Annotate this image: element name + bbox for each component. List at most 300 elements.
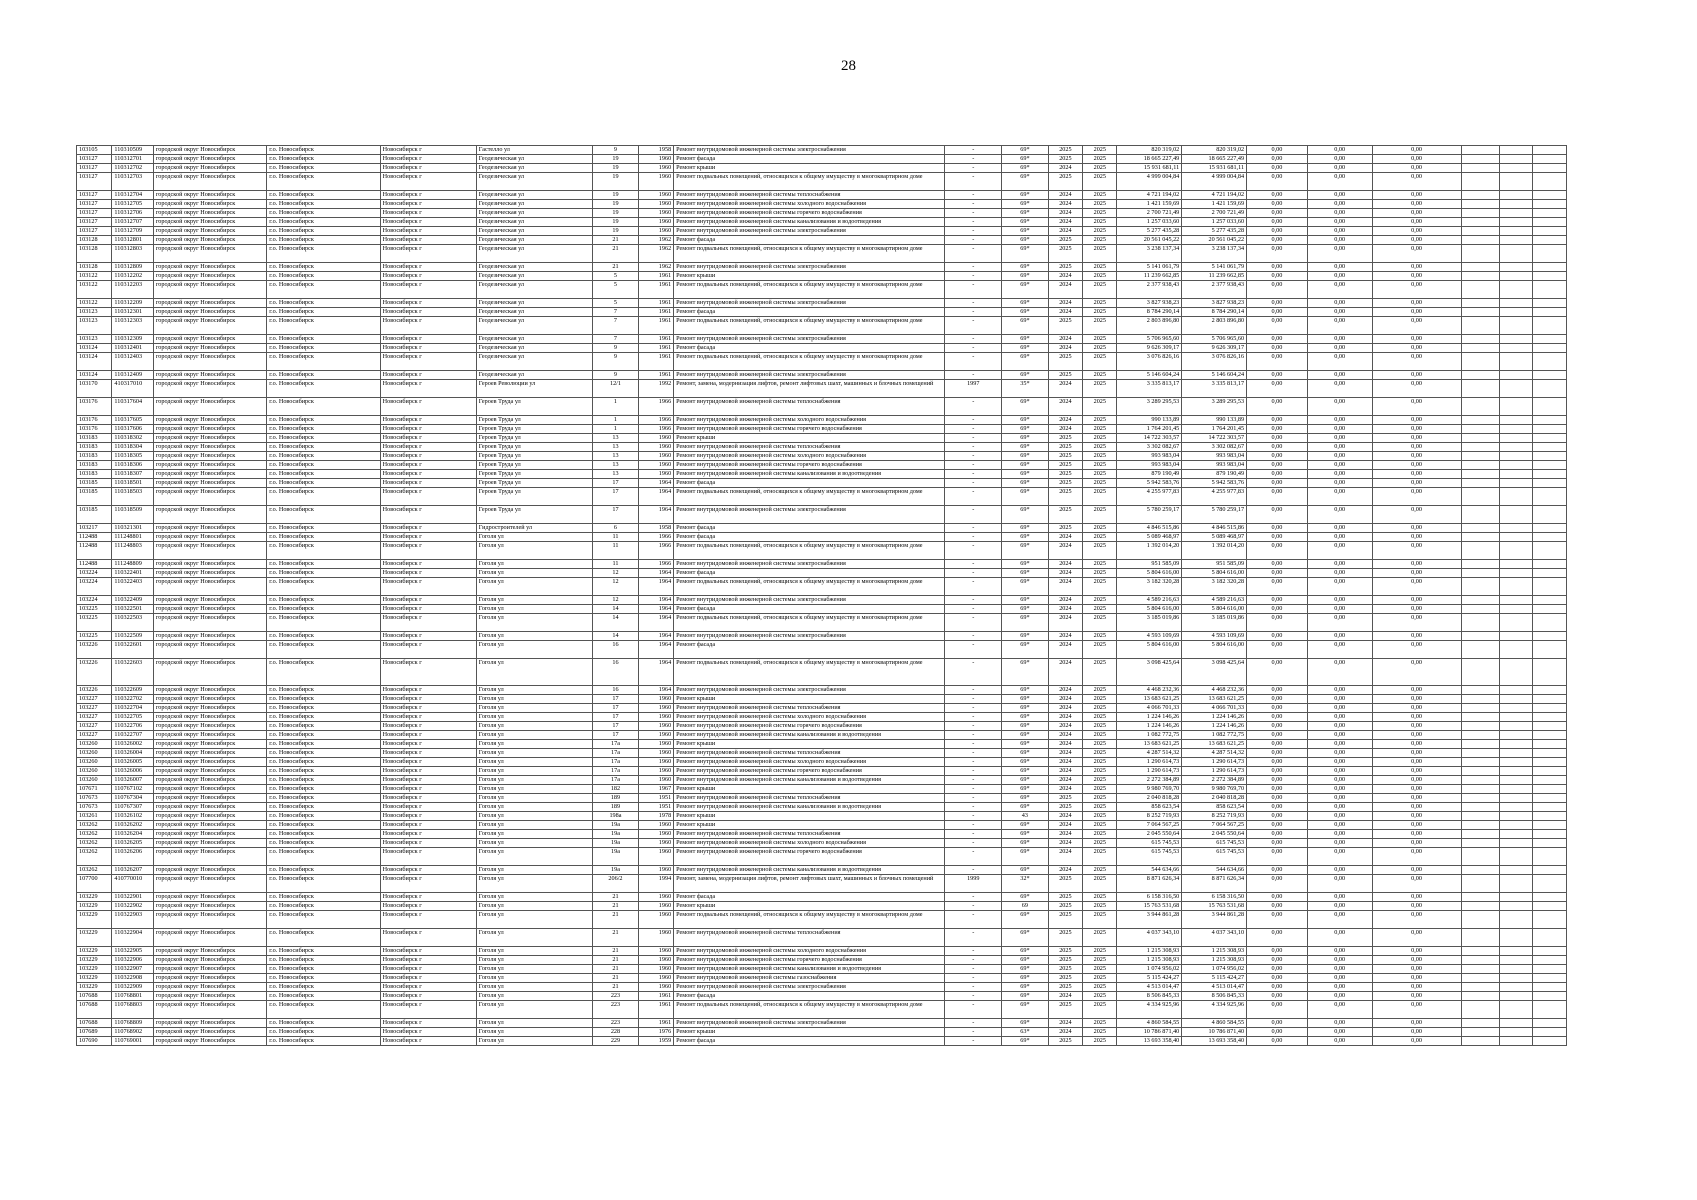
cell-id: 107688 [77,1001,112,1019]
cell-house: 19 [593,209,639,218]
table-row [77,596,1567,605]
cell-id: 103183 [77,461,112,470]
cell-house: 19 [593,155,639,164]
cell-house: 14 [593,605,639,614]
cell-complete_year: 2025 [1083,866,1117,875]
cell-cost_4: 0,00 [1372,416,1461,425]
cell-work: Ремонт крыши [674,164,945,173]
cell-street: Гоголя ул [476,533,592,542]
cell-code: 110326207 [112,866,154,875]
cell-e3 [1533,524,1567,533]
cell-e2 [1500,200,1533,209]
table-row [77,1037,1567,1046]
cell-e2 [1500,902,1533,911]
cell-municipality: городской округ Новосибирск [153,218,266,227]
cell-year_resettled: - [945,947,1002,956]
cell-e3 [1533,983,1567,992]
table-row [77,740,1567,749]
cell-year: 1960 [638,470,673,479]
cell-e3 [1533,335,1567,344]
cell-work: Ремонт фасада [674,605,945,614]
cell-cost_4: 0,00 [1372,866,1461,875]
cell-e2 [1500,893,1533,902]
cell-year: 1961 [638,335,673,344]
cell-year: 1960 [638,164,673,173]
cell-year: 1960 [638,740,673,749]
cell-e2 [1500,245,1533,263]
table-row [77,488,1567,506]
cell-cost_4: 0,00 [1372,704,1461,713]
cell-work: Ремонт крыши [674,434,945,443]
cell-city: Новосибирск г [380,416,476,425]
cell-gosub: г.о. Новосибирск [267,974,380,983]
cell-code: 110326102 [112,812,154,821]
cell-house: 17 [593,479,639,488]
cell-wear: 69* [1002,452,1049,461]
cell-municipality: городской округ Новосибирск [153,947,266,956]
cell-plan_year: 2024 [1048,569,1082,578]
cell-code: 110768809 [112,1019,154,1028]
cell-city: Новосибирск г [380,479,476,488]
cell-complete_year: 2025 [1083,983,1117,992]
cell-year_resettled: - [945,821,1002,830]
cell-house: 21 [593,263,639,272]
table-row [77,821,1567,830]
cell-house: 9 [593,344,639,353]
cell-e3 [1533,353,1567,371]
cell-id: 103229 [77,911,112,929]
cell-gosub: г.о. Новосибирск [267,839,380,848]
cell-cost_4: 0,00 [1372,821,1461,830]
cell-cost_2: 0,00 [1247,146,1308,155]
cell-cost_2: 0,00 [1247,317,1308,335]
cell-cost_4: 0,00 [1372,335,1461,344]
cell-year: 1960 [638,767,673,776]
cell-plan_year: 2024 [1048,1028,1082,1037]
cell-e3 [1533,245,1567,263]
cell-code: 110312202 [112,272,154,281]
cell-street: Гоголя ул [476,965,592,974]
cell-wear: 69* [1002,785,1049,794]
table-row [77,785,1567,794]
cell-plan_year: 2024 [1048,308,1082,317]
cell-plan_year: 2025 [1048,461,1082,470]
cell-cost_2: 0,00 [1247,236,1308,245]
cell-house: 16 [593,659,639,686]
cell-complete_year: 2025 [1083,749,1117,758]
cell-complete_year: 2025 [1083,173,1117,191]
cell-cost_fund: 13 683 621,25 [1182,740,1247,749]
table-row [77,344,1567,353]
cell-municipality: городской округ Новосибирск [153,263,266,272]
cell-work: Ремонт внутридомовой инженерной системы теплоснабжения [674,794,945,803]
cell-cost_total: 4 593 109,69 [1117,632,1182,641]
cell-cost_total: 6 158 316,50 [1117,893,1182,902]
cell-cost_fund: 4 066 701,33 [1182,704,1247,713]
cell-cost_fund: 1 215 308,93 [1182,956,1247,965]
cell-year_resettled: - [945,767,1002,776]
cell-year_resettled: - [945,335,1002,344]
cell-e3 [1533,344,1567,353]
cell-e2 [1500,461,1533,470]
cell-house: 13 [593,443,639,452]
cell-e2 [1500,335,1533,344]
cell-street: Гоголя ул [476,992,592,1001]
cell-year_resettled: - [945,218,1002,227]
cell-cost_total: 615 745,53 [1117,848,1182,866]
cell-year: 1960 [638,821,673,830]
cell-code: 110322706 [112,722,154,731]
cell-street: Гоголя ул [476,569,592,578]
cell-cost_2: 0,00 [1247,1028,1308,1037]
cell-e1 [1461,173,1499,191]
cell-work: Ремонт подвальных помещений, относящихся к общему имуществу в многоквартирном доме [674,281,945,299]
cell-cost_2: 0,00 [1247,740,1308,749]
cell-cost_fund: 993 983,04 [1182,461,1247,470]
cell-complete_year: 2025 [1083,506,1117,524]
cell-plan_year: 2024 [1048,425,1082,434]
cell-cost_3: 0,00 [1307,1019,1372,1028]
cell-cost_3: 0,00 [1307,911,1372,929]
cell-cost_2: 0,00 [1247,200,1308,209]
cell-wear: 69* [1002,299,1049,308]
cell-e3 [1533,965,1567,974]
cell-year_resettled: 1999 [945,875,1002,893]
cell-e3 [1533,164,1567,173]
cell-wear: 69* [1002,659,1049,686]
cell-gosub: г.о. Новосибирск [267,434,380,443]
cell-cost_3: 0,00 [1307,902,1372,911]
cell-cost_3: 0,00 [1307,947,1372,956]
cell-cost_2: 0,00 [1247,596,1308,605]
cell-cost_total: 1 074 956,02 [1117,965,1182,974]
cell-code: 110318302 [112,434,154,443]
cell-cost_3: 0,00 [1307,533,1372,542]
cell-e1 [1461,542,1499,560]
cell-city: Новосибирск г [380,1028,476,1037]
cell-e2 [1500,560,1533,569]
cell-id: 103262 [77,839,112,848]
cell-municipality: городской округ Новосибирск [153,848,266,866]
cell-street: Геодезическая ул [476,227,592,236]
cell-cost_2: 0,00 [1247,191,1308,200]
cell-complete_year: 2025 [1083,263,1117,272]
cell-cost_fund: 5 804 616,00 [1182,569,1247,578]
cell-id: 103183 [77,443,112,452]
cell-e1 [1461,830,1499,839]
cell-id: 103224 [77,578,112,596]
cell-id: 103260 [77,758,112,767]
table-body [77,146,1567,1046]
cell-cost_2: 0,00 [1247,344,1308,353]
table-row [77,695,1567,704]
cell-house: 13 [593,461,639,470]
cell-cost_2: 0,00 [1247,308,1308,317]
table-row [77,911,1567,929]
cell-house: 13 [593,434,639,443]
cell-house: 5 [593,272,639,281]
cell-gosub: г.о. Новосибирск [267,794,380,803]
cell-gosub: г.о. Новосибирск [267,695,380,704]
cell-city: Новосибирск г [380,794,476,803]
cell-id: 103127 [77,191,112,200]
cell-id: 103227 [77,722,112,731]
cell-cost_2: 0,00 [1247,353,1308,371]
cell-cost_3: 0,00 [1307,740,1372,749]
cell-street: Гоголя ул [476,983,592,992]
cell-cost_total: 9 980 769,70 [1117,785,1182,794]
cell-cost_fund: 1 290 614,73 [1182,767,1247,776]
cell-city: Новосибирск г [380,524,476,533]
cell-cost_2: 0,00 [1247,524,1308,533]
table-row [77,479,1567,488]
cell-gosub: г.о. Новосибирск [267,533,380,542]
cell-year: 1960 [638,191,673,200]
cell-cost_2: 0,00 [1247,506,1308,524]
cell-complete_year: 2025 [1083,344,1117,353]
cell-e2 [1500,281,1533,299]
cell-e1 [1461,1001,1499,1019]
cell-e2 [1500,875,1533,893]
cell-municipality: городской округ Новосибирск [153,173,266,191]
cell-plan_year: 2024 [1048,659,1082,686]
cell-cost_4: 0,00 [1372,767,1461,776]
cell-municipality: городской округ Новосибирск [153,731,266,740]
cell-street: Гоголя ул [476,812,592,821]
cell-e3 [1533,749,1567,758]
cell-e2 [1500,605,1533,614]
cell-id: 103122 [77,299,112,308]
cell-complete_year: 2025 [1083,299,1117,308]
cell-plan_year: 2025 [1048,983,1082,992]
cell-municipality: городской округ Новосибирск [153,506,266,524]
cell-id: 112488 [77,560,112,569]
cell-complete_year: 2025 [1083,974,1117,983]
cell-municipality: городской округ Новосибирск [153,839,266,848]
cell-wear: 69* [1002,776,1049,785]
cell-gosub: г.о. Новосибирск [267,191,380,200]
cell-house: 1 [593,398,639,416]
cell-work: Ремонт внутридомовой инженерной системы холодного водоснабжения [674,452,945,461]
cell-gosub: г.о. Новосибирск [267,416,380,425]
cell-house: 12/1 [593,380,639,398]
cell-year_resettled: - [945,209,1002,218]
cell-house: 228 [593,1028,639,1037]
cell-year_resettled: - [945,749,1002,758]
cell-code: 110768902 [112,1028,154,1037]
cell-e2 [1500,974,1533,983]
cell-plan_year: 2024 [1048,191,1082,200]
cell-gosub: г.о. Новосибирск [267,560,380,569]
cell-cost_4: 0,00 [1372,443,1461,452]
cell-year_resettled: - [945,299,1002,308]
cell-street: Геодезическая ул [476,164,592,173]
cell-work: Ремонт внутридомовой инженерной системы электроснабжения [674,146,945,155]
cell-cost_4: 0,00 [1372,983,1461,992]
cell-municipality: городской округ Новосибирск [153,524,266,533]
cell-year: 1964 [638,569,673,578]
cell-e3 [1533,866,1567,875]
cell-year: 1978 [638,812,673,821]
cell-plan_year: 2025 [1048,1001,1082,1019]
cell-year: 1960 [638,704,673,713]
cell-e1 [1461,839,1499,848]
table-row [77,533,1567,542]
cell-cost_4: 0,00 [1372,614,1461,632]
cell-year_resettled: - [945,956,1002,965]
cell-cost_total: 13 693 358,40 [1117,1037,1182,1046]
cell-cost_fund: 7 064 567,25 [1182,821,1247,830]
cell-complete_year: 2025 [1083,335,1117,344]
cell-wear: 69* [1002,866,1049,875]
cell-id: 103127 [77,164,112,173]
cell-e1 [1461,263,1499,272]
cell-e3 [1533,713,1567,722]
cell-cost_fund: 5 141 061,79 [1182,263,1247,272]
cell-year_resettled: - [945,812,1002,821]
cell-complete_year: 2025 [1083,686,1117,695]
cell-cost_2: 0,00 [1247,416,1308,425]
cell-e1 [1461,479,1499,488]
cell-house: 21 [593,929,639,947]
cell-cost_4: 0,00 [1372,560,1461,569]
cell-e2 [1500,524,1533,533]
cell-wear: 69* [1002,164,1049,173]
cell-e1 [1461,929,1499,947]
table-row [77,803,1567,812]
cell-id: 103127 [77,200,112,209]
cell-e1 [1461,200,1499,209]
cell-gosub: г.о. Новосибирск [267,722,380,731]
cell-cost_4: 0,00 [1372,218,1461,227]
cell-e2 [1500,614,1533,632]
cell-street: Геодезическая ул [476,209,592,218]
cell-municipality: городской округ Новосибирск [153,191,266,200]
cell-city: Новосибирск г [380,200,476,209]
cell-year: 1966 [638,416,673,425]
cell-e2 [1500,533,1533,542]
cell-e3 [1533,371,1567,380]
cell-e2 [1500,929,1533,947]
page-number: 28 [841,58,856,74]
table-row [77,965,1567,974]
cell-e2 [1500,146,1533,155]
cell-wear: 69* [1002,992,1049,1001]
cell-code: 111248809 [112,560,154,569]
cell-e1 [1461,191,1499,200]
cell-e1 [1461,1037,1499,1046]
cell-year: 1960 [638,929,673,947]
cell-code: 110322401 [112,569,154,578]
cell-city: Новосибирск г [380,434,476,443]
cell-code: 110312705 [112,200,154,209]
cell-gosub: г.о. Новосибирск [267,371,380,380]
table-row [77,173,1567,191]
cell-street: Гоголя ул [476,695,592,704]
cell-street: Гоголя ул [476,713,592,722]
cell-cost_3: 0,00 [1307,344,1372,353]
cell-street: Героев Труда ул [476,425,592,434]
table-row [77,299,1567,308]
cell-cost_4: 0,00 [1372,353,1461,371]
cell-cost_4: 0,00 [1372,956,1461,965]
cell-cost_total: 8 871 626,34 [1117,875,1182,893]
cell-cost_2: 0,00 [1247,830,1308,839]
cell-cost_3: 0,00 [1307,479,1372,488]
cell-work: Ремонт внутридомовой инженерной системы теплоснабжения [674,443,945,452]
cell-code: 110312709 [112,227,154,236]
cell-e1 [1461,344,1499,353]
cell-street: Геодезическая ул [476,155,592,164]
cell-house: 12 [593,569,639,578]
cell-house: 189 [593,803,639,812]
cell-e1 [1461,776,1499,785]
cell-code: 110769001 [112,1037,154,1046]
cell-house: 12 [593,578,639,596]
cell-e1 [1461,317,1499,335]
cell-e1 [1461,209,1499,218]
cell-wear: 69* [1002,200,1049,209]
cell-e2 [1500,209,1533,218]
cell-street: Геодезическая ул [476,371,592,380]
cell-cost_fund: 20 561 045,22 [1182,236,1247,245]
cell-code: 110312203 [112,281,154,299]
cell-e2 [1500,794,1533,803]
cell-e2 [1500,488,1533,506]
cell-cost_fund: 5 115 424,27 [1182,974,1247,983]
cell-complete_year: 2025 [1083,1019,1117,1028]
cell-cost_4: 0,00 [1372,461,1461,470]
table-row [77,614,1567,632]
cell-street: Гоголя ул [476,686,592,695]
cell-cost_total: 5 277 435,28 [1117,227,1182,236]
cell-complete_year: 2025 [1083,776,1117,785]
cell-gosub: г.о. Новосибирск [267,686,380,695]
cell-city: Новосибирск г [380,983,476,992]
cell-e3 [1533,776,1567,785]
cell-e3 [1533,488,1567,506]
cell-year: 1966 [638,560,673,569]
cell-cost_fund: 13 683 621,25 [1182,695,1247,704]
cell-work: Ремонт внутридомовой инженерной системы холодного водоснабжения [674,839,945,848]
cell-e3 [1533,155,1567,164]
cell-cost_total: 9 626 309,17 [1117,344,1182,353]
cell-wear: 69* [1002,425,1049,434]
cell-e2 [1500,821,1533,830]
cell-cost_fund: 8 871 626,34 [1182,875,1247,893]
cell-wear: 69* [1002,713,1049,722]
cell-cost_fund: 2 377 938,43 [1182,281,1247,299]
cell-cost_total: 5 089 468,97 [1117,533,1182,542]
cell-cost_2: 0,00 [1247,722,1308,731]
cell-complete_year: 2025 [1083,461,1117,470]
cell-work: Ремонт внутридомовой инженерной системы горячего водоснабжения [674,956,945,965]
table-row [77,524,1567,533]
cell-street: Гоголя ул [476,821,592,830]
cell-complete_year: 2025 [1083,236,1117,245]
cell-cost_fund: 15 763 531,68 [1182,902,1247,911]
cell-wear: 69* [1002,371,1049,380]
cell-work: Ремонт фасада [674,524,945,533]
cell-e3 [1533,659,1567,686]
cell-wear: 69* [1002,209,1049,218]
cell-e1 [1461,227,1499,236]
cell-year: 1960 [638,911,673,929]
cell-work: Ремонт внутридомовой инженерной системы канализования и водоотведения [674,731,945,740]
cell-municipality: городской округ Новосибирск [153,911,266,929]
cell-year_resettled: - [945,632,1002,641]
cell-cost_4: 0,00 [1372,1019,1461,1028]
